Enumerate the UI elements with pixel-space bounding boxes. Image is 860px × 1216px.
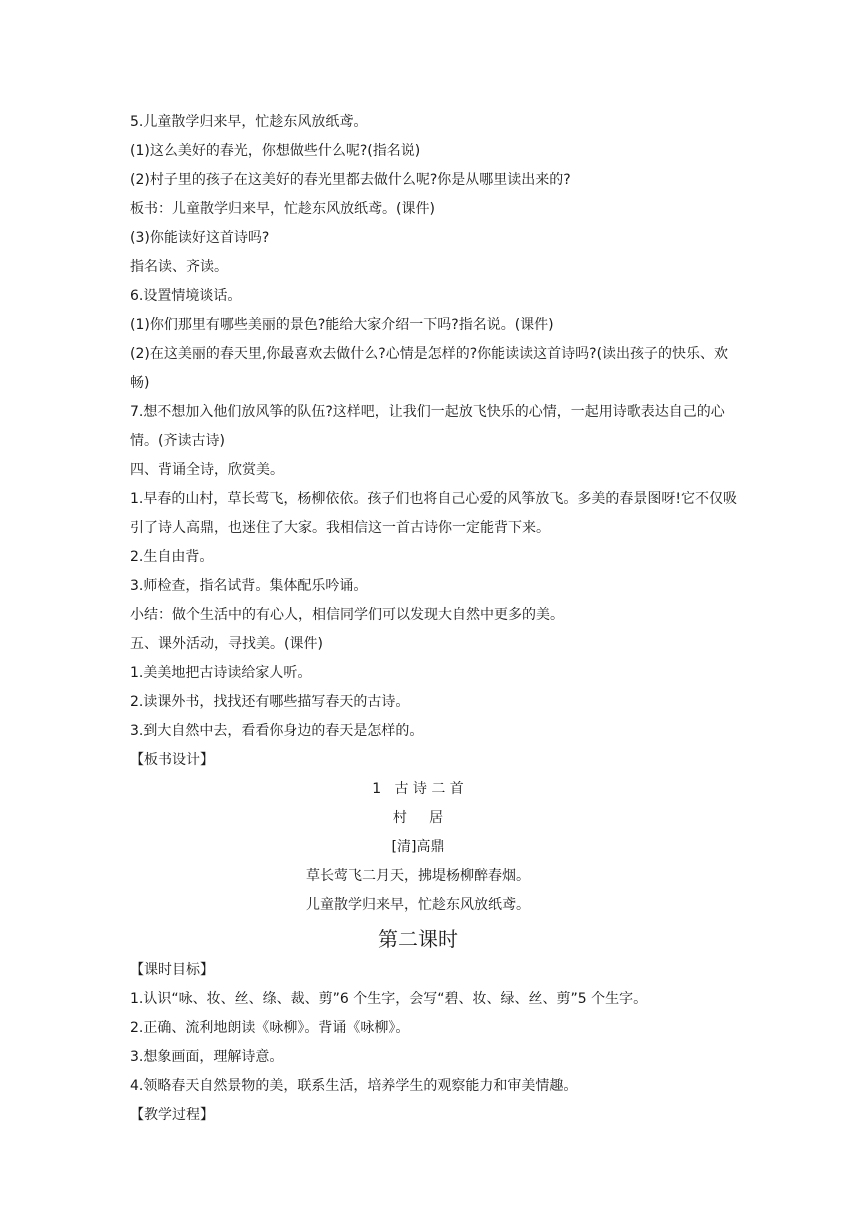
paragraph-favorite-activity: (2)在这美丽的春天里,你最喜欢去做什么?心情是怎样的?你能读读这首诗吗?(读出孩子的快乐、欢畅) <box>130 346 729 391</box>
board-title: 1 古 诗 二 首 <box>372 781 464 797</box>
text-line: 小结：做个生活中的有心人，相信同学们可以发现大自然中更多的美。 <box>130 607 564 623</box>
board-poem-author: [清]高鼎 <box>391 839 445 855</box>
text-line: 2.读课外书，找找还有哪些描写春天的古诗。 <box>130 694 410 710</box>
text-line: 3.到大自然中去，看看你身边的春天是怎样的。 <box>130 723 424 739</box>
text-line: 5.儿童散学归来早，忙趁东风放纸鸢。 <box>130 114 368 130</box>
text-line: (1)你们那里有哪些美丽的景色?能给大家介绍一下吗?指名说。(课件) <box>130 317 554 333</box>
text-line: 3.师检查，指名试背。集体配乐吟诵。 <box>130 578 368 594</box>
document-body <box>130 108 740 1130</box>
text-line: (2)村子里的孩子在这美好的春光里都去做什么呢?你是从哪里读出来的? <box>130 172 571 188</box>
text-line: 板书：儿童散学归来早，忙趁东风放纸鸢。(课件) <box>130 201 435 217</box>
paragraph-spring-scene: 1.早春的山村，草长莺飞，杨柳依依。孩子们也将自己心爱的风筝放飞。多美的春景图呀!它不仅吸引了诗人高鼎，也迷住了大家。我相信这一首古诗你一定能背下来。 <box>130 491 737 536</box>
text-line: 2.生自由背。 <box>130 549 214 565</box>
text-line: 1.美美地把古诗读给家人听。 <box>130 665 312 681</box>
section-heading: 五、课外活动，寻找美。(课件) <box>130 636 323 652</box>
section-heading: 【课时目标】 <box>130 962 214 978</box>
board-poem-line: 草长莺飞二月天，拂堤杨柳醉春烟。 <box>306 868 530 884</box>
section-heading: 【板书设计】 <box>130 752 214 768</box>
section-heading: 【教学过程】 <box>130 1107 214 1123</box>
text-line: 1.认识“咏、妆、丝、绦、裁、剪”6 个生字，会写“碧、妆、绿、丝、剪”5 个生字。 <box>130 991 648 1007</box>
text-line: 3.想象画面，理解诗意。 <box>130 1049 284 1065</box>
text-line: (1)这么美好的春光，你想做些什么呢?(指名说) <box>130 143 421 159</box>
board-poem-title: 村 居 <box>392 810 444 826</box>
board-poem-line: 儿童散学归来早，忙趁东风放纸鸢。 <box>306 897 530 913</box>
lesson-title: 第二课时 <box>378 927 458 951</box>
text-line: (3)你能读好这首诗吗? <box>130 230 270 246</box>
text-line: 6.设置情境谈话。 <box>130 288 242 304</box>
blackboard-design <box>130 775 740 920</box>
text-line: 2.正确、流利地朗读《咏柳》。背诵《咏柳》。 <box>130 1020 410 1036</box>
section-heading: 四、背诵全诗，欣赏美。 <box>130 462 284 478</box>
text-line: 指名读、齐读。 <box>130 259 228 275</box>
paragraph-join-kite-flying: 7.想不想加入他们放风筝的队伍?这样吧，让我们一起放飞快乐的心情，一起用诗歌表达自己的心情。(齐读古诗) <box>130 404 725 449</box>
text-line: 4.领略春天自然景物的美，联系生活，培养学生的观察能力和审美情趣。 <box>130 1078 578 1094</box>
